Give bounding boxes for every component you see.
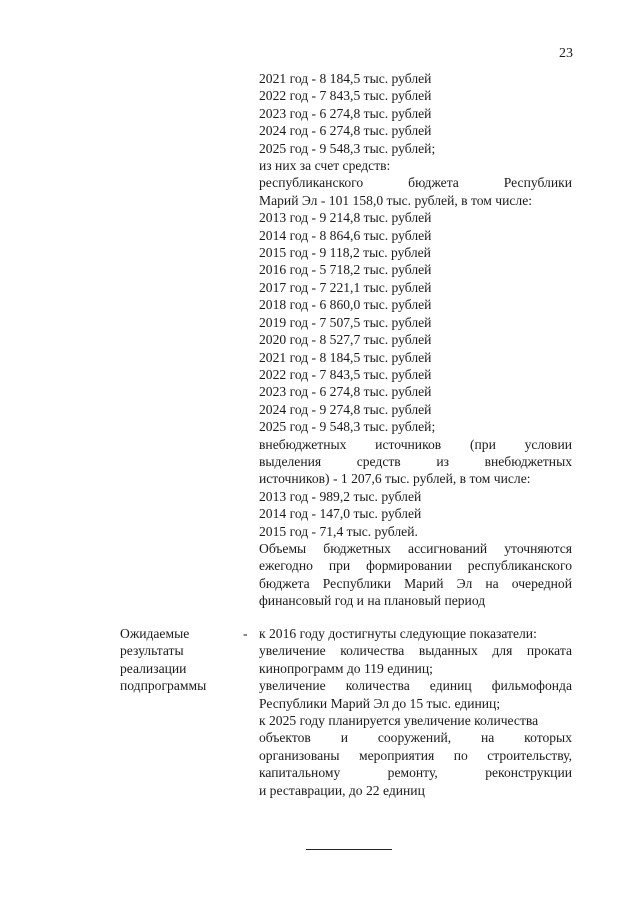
text-line: 2014 год - 147,0 тыс. рублей [259, 506, 422, 522]
text-line: 2017 год - 7 221,1 тыс. рублей [259, 279, 432, 295]
section-label-line: Ожидаемые [120, 626, 190, 641]
text-line: 2013 год - 989,2 тыс. рублей [259, 488, 422, 504]
text-line: 2015 год - 9 118,2 тыс. рублей [259, 245, 431, 261]
text-line: 2021 год - 8 184,5 тыс. рублей [259, 349, 432, 365]
text-line: 2015 год - 71,4 тыс. рублей. [259, 523, 418, 539]
text-line: 2022 год - 7 843,5 тыс. рублей [259, 88, 432, 104]
text-line: 2019 год - 7 507,5 тыс. рублей [259, 314, 432, 330]
financing-text-block [259, 70, 572, 610]
text-line: к 2016 году достигнуты следующие показатели: [259, 626, 537, 641]
text-line: источников) - 1 207,6 тыс. рублей, в том числе: [259, 471, 531, 487]
text-line: 2024 год - 6 274,8 тыс. рублей [259, 123, 432, 139]
text-line: объектов и сооружений, на которых [259, 730, 572, 746]
text-line: 2023 год - 6 274,8 тыс. рублей [259, 384, 432, 400]
separator-dash: - [243, 626, 248, 641]
text-line: к 2025 году планируется увеличение количества [259, 713, 539, 729]
text-line: 2021 год - 8 184,5 тыс. рублей [259, 71, 432, 86]
text-line: 2016 год - 5 718,2 тыс. рублей [259, 262, 432, 278]
expected-results-block [259, 625, 572, 799]
text-line: Марий Эл - 101 158,0 тыс. рублей, в том числе: [259, 192, 533, 208]
section-label [120, 625, 206, 695]
text-line: бюджета Республики Марий Эл на очередной [259, 575, 572, 591]
text-line: увеличение количества единиц фильмофонда [259, 678, 572, 694]
text-line: финансовый год и на плановый период [259, 593, 486, 609]
text-line: и реставрации, до 22 единиц [259, 782, 425, 798]
text-line: капитальному ремонту, реконструкции [259, 765, 572, 781]
text-line: 2020 год - 8 527,7 тыс. рублей [259, 332, 432, 348]
section-label-line: подпрограммы [120, 678, 207, 694]
text-line: выделения средств из внебюджетных [259, 453, 572, 469]
text-line: республиканского бюджета Республики [259, 175, 572, 191]
text-line: 2024 год - 9 274,8 тыс. рублей [259, 401, 432, 417]
section-label-line: реализации [120, 660, 187, 676]
text-line: 2018 год - 6 860,0 тыс. рублей [259, 297, 432, 313]
text-line: 2013 год - 9 214,8 тыс. рублей [259, 210, 432, 226]
text-line: организованы мероприятия по строительству, [259, 747, 572, 763]
text-line: Объемы бюджетных ассигнований уточняются [259, 540, 572, 556]
text-line: ежегодно при формировании республиканского [259, 558, 572, 574]
text-line: увеличение количества выданных для проката [259, 643, 572, 659]
text-line: кинопрограмм до 119 единиц; [259, 660, 433, 676]
text-line: 2025 год - 9 548,3 тыс. рублей; [259, 419, 436, 435]
text-line: внебюджетных источников (при условии [259, 436, 572, 452]
footer-rule [306, 849, 392, 850]
text-line: 2014 год - 8 864,6 тыс. рублей [259, 227, 432, 243]
text-line: Республики Марий Эл до 15 тыс. единиц; [259, 695, 501, 711]
text-line: 2023 год - 6 274,8 тыс. рублей [259, 105, 432, 121]
text-line: из них за счет средств: [259, 158, 391, 174]
text-line: 2022 год - 7 843,5 тыс. рублей [259, 366, 432, 382]
text-line: 2025 год - 9 548,3 тыс. рублей; [259, 140, 436, 156]
section-label-line: результаты [120, 643, 184, 659]
page-number: 23 [559, 46, 573, 61]
